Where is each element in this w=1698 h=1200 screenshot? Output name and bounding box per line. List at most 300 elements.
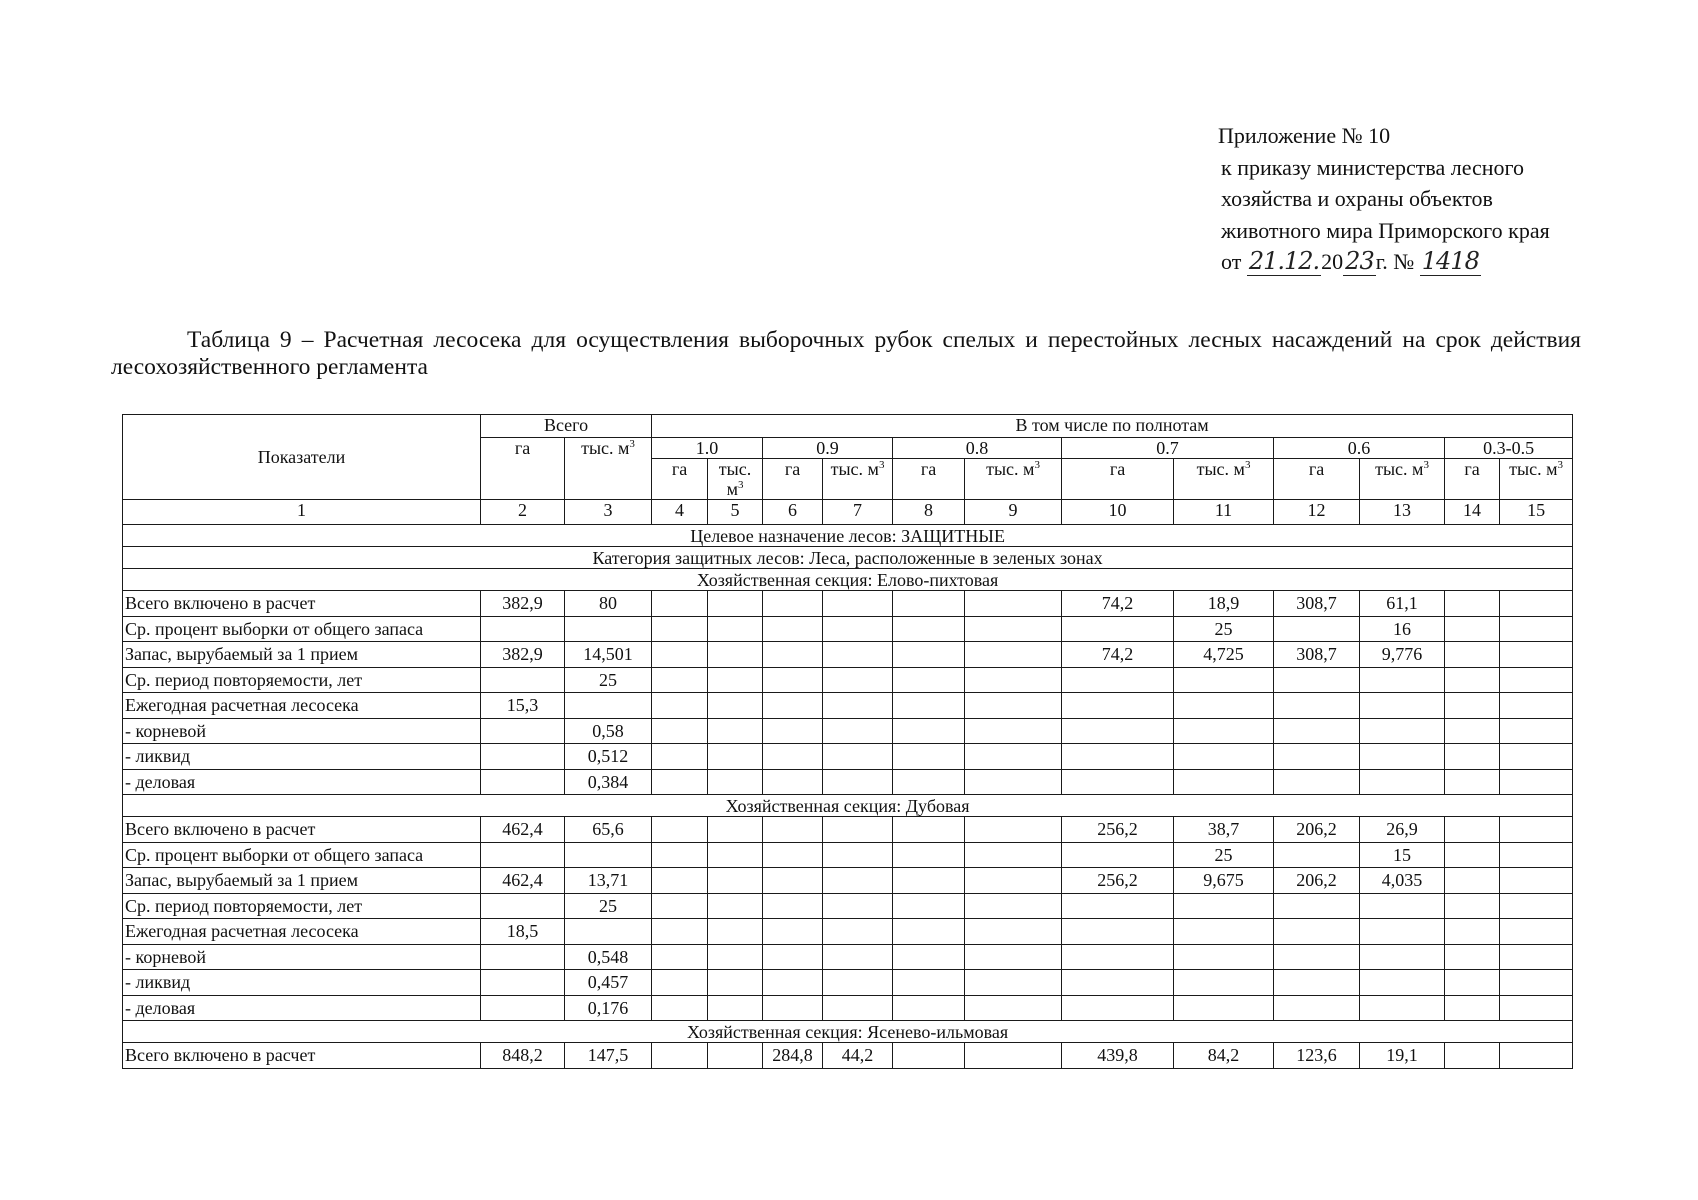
column-number: 7 <box>823 500 893 525</box>
table-cell <box>1500 616 1573 642</box>
appendix-line: к приказу министерства лесного <box>1221 154 1525 180</box>
table-cell <box>1360 970 1445 996</box>
table-cell <box>708 591 763 617</box>
table-cell <box>965 667 1062 693</box>
table-cell <box>1500 817 1573 843</box>
table-cell <box>652 642 708 668</box>
header-indicators: Показатели <box>123 415 481 500</box>
table-cell <box>481 744 565 770</box>
table-cell <box>1500 893 1573 919</box>
table-cell <box>763 616 823 642</box>
table-cell <box>1062 667 1174 693</box>
header-m3: тыс. $м^3$ <box>1500 459 1573 500</box>
harvest-table <box>122 414 1573 1069</box>
table-cell <box>652 970 708 996</box>
table-cell <box>893 667 965 693</box>
table-cell: 123,6 <box>1274 1043 1360 1069</box>
table-cell <box>652 1043 708 1069</box>
row-label: Всего включено в расчет <box>123 1043 481 1069</box>
table-cell <box>823 718 893 744</box>
table-cell <box>1500 744 1573 770</box>
table-cell <box>893 944 965 970</box>
table-cell <box>823 817 893 843</box>
table-cell <box>1500 919 1573 945</box>
header-total: Всего <box>481 415 652 438</box>
table-cell <box>1445 718 1500 744</box>
column-number: 13 <box>1360 500 1445 525</box>
table-cell <box>1274 667 1360 693</box>
table-cell <box>1360 893 1445 919</box>
table-cell: 14,501 <box>565 642 652 668</box>
table-cell <box>1274 919 1360 945</box>
table-cell <box>652 842 708 868</box>
header-m3: тыс. $м^3$ <box>565 438 652 500</box>
table-row <box>123 919 1573 945</box>
table-cell <box>481 970 565 996</box>
table-cell <box>652 718 708 744</box>
table-cell <box>1274 744 1360 770</box>
table-cell <box>1174 944 1274 970</box>
table-row <box>123 591 1573 617</box>
column-number: 2 <box>481 500 565 525</box>
table-cell <box>1360 667 1445 693</box>
table-cell <box>1174 667 1274 693</box>
table-cell <box>823 868 893 894</box>
table-cell <box>1360 995 1445 1021</box>
table-cell: 18,5 <box>481 919 565 945</box>
table-cell <box>481 995 565 1021</box>
table-row <box>123 769 1573 795</box>
table-cell <box>1174 919 1274 945</box>
table-cell <box>708 919 763 945</box>
table-cell <box>763 744 823 770</box>
header-ha: га <box>652 459 708 500</box>
table-cell: 16 <box>1360 616 1445 642</box>
table-cell <box>823 944 893 970</box>
table-cell <box>708 744 763 770</box>
table-cell <box>652 919 708 945</box>
table-cell <box>1445 868 1500 894</box>
table-cell <box>1500 970 1573 996</box>
row-label: - ликвид <box>123 744 481 770</box>
column-number: 10 <box>1062 500 1174 525</box>
column-number: 1 <box>123 500 481 525</box>
table-row <box>123 718 1573 744</box>
table-row <box>123 1043 1573 1069</box>
table-cell <box>763 718 823 744</box>
table-cell <box>893 1043 965 1069</box>
table-cell <box>1445 995 1500 1021</box>
table-cell <box>1174 693 1274 719</box>
order-number-handwritten: 1418 <box>1421 247 1479 275</box>
table-cell <box>708 769 763 795</box>
table-cell <box>708 616 763 642</box>
table-cell: 284,8 <box>763 1043 823 1069</box>
table-cell: 256,2 <box>1062 817 1174 843</box>
table-cell <box>1445 642 1500 668</box>
table-cell <box>1062 616 1174 642</box>
table-cell: 0,548 <box>565 944 652 970</box>
table-cell: 382,9 <box>481 591 565 617</box>
section-heading: Хозяйственная секция: Дубовая <box>123 795 1573 817</box>
table-cell: 0,176 <box>565 995 652 1021</box>
table-cell: 18,9 <box>1174 591 1274 617</box>
table-cell: 382,9 <box>481 642 565 668</box>
table-cell <box>1274 995 1360 1021</box>
row-label: Ср. период повторяемости, лет <box>123 893 481 919</box>
header-ha: га <box>481 438 565 500</box>
table-cell <box>652 744 708 770</box>
table-cell <box>1500 944 1573 970</box>
table-cell <box>823 591 893 617</box>
table-cell <box>823 893 893 919</box>
header-ha: га <box>893 459 965 500</box>
table-cell <box>893 693 965 719</box>
table-cell <box>965 970 1062 996</box>
table-cell: 44,2 <box>823 1043 893 1069</box>
row-label: Ср. процент выборки от общего запаса <box>123 616 481 642</box>
table-cell: 26,9 <box>1360 817 1445 843</box>
header-m3: тыс. $м^3$ <box>965 459 1062 500</box>
table-cell <box>893 616 965 642</box>
order-number-prefix: г. № <box>1375 249 1415 274</box>
table-cell <box>481 667 565 693</box>
table-cell <box>652 944 708 970</box>
table-cell <box>965 693 1062 719</box>
table-cell <box>893 817 965 843</box>
column-number: 12 <box>1274 500 1360 525</box>
table-cell <box>1062 919 1174 945</box>
header-m3: тыс. $м^3$ <box>1360 459 1445 500</box>
table-cell <box>1500 769 1573 795</box>
row-label: - ликвид <box>123 970 481 996</box>
table-cell <box>1445 842 1500 868</box>
table-cell <box>1062 718 1174 744</box>
table-cell <box>1445 769 1500 795</box>
table-cell <box>1274 970 1360 996</box>
appendix-line: Приложение № 10 <box>1218 123 1391 148</box>
column-number: 8 <box>893 500 965 525</box>
column-number: 4 <box>652 500 708 525</box>
table-cell <box>1062 944 1174 970</box>
table-cell <box>893 842 965 868</box>
table-cell <box>708 817 763 843</box>
table-cell <box>1062 893 1174 919</box>
table-cell <box>481 842 565 868</box>
header-density-0-7: 0.7 <box>1062 438 1274 459</box>
header-ha: га <box>763 459 823 500</box>
table-cell <box>652 616 708 642</box>
table-cell <box>708 667 763 693</box>
table-row <box>123 944 1573 970</box>
table-cell <box>1174 744 1274 770</box>
table-cell <box>1062 744 1174 770</box>
order-reference <box>1221 246 1638 278</box>
table-cell <box>965 868 1062 894</box>
table-cell <box>763 842 823 868</box>
table-cell <box>823 693 893 719</box>
table-cell <box>652 817 708 843</box>
table-cell: 74,2 <box>1062 591 1174 617</box>
table-cell <box>652 995 708 1021</box>
table-cell <box>1062 995 1174 1021</box>
table-cell <box>708 944 763 970</box>
table-cell <box>1500 693 1573 719</box>
table-cell: 25 <box>1174 616 1274 642</box>
table-cell <box>708 893 763 919</box>
table-cell <box>1274 842 1360 868</box>
table-cell <box>763 893 823 919</box>
table-cell: 61,1 <box>1360 591 1445 617</box>
table-cell: 84,2 <box>1174 1043 1274 1069</box>
order-year-prefix: 20 <box>1321 249 1344 274</box>
table-cell: 25 <box>565 667 652 693</box>
row-label: Ср. процент выборки от общего запаса <box>123 842 481 868</box>
table-cell: 13,71 <box>565 868 652 894</box>
table-cell <box>565 919 652 945</box>
table-cell <box>1174 718 1274 744</box>
table-cell <box>1274 769 1360 795</box>
table-cell <box>965 944 1062 970</box>
table-cell <box>1445 591 1500 617</box>
table-cell <box>763 919 823 945</box>
table-cell <box>823 616 893 642</box>
table-cell <box>1445 919 1500 945</box>
table-cell <box>708 693 763 719</box>
table-cell <box>652 868 708 894</box>
header-ha: га <box>1062 459 1174 500</box>
table-cell: 0,457 <box>565 970 652 996</box>
table-cell: 308,7 <box>1274 591 1360 617</box>
header-density-0-8: 0.8 <box>893 438 1062 459</box>
table-cell <box>893 919 965 945</box>
table-cell <box>965 817 1062 843</box>
table-cell <box>763 868 823 894</box>
header-m3: тыс. $м^3$ <box>1174 459 1274 500</box>
order-prefix: от <box>1221 249 1242 274</box>
table-cell: 462,4 <box>481 817 565 843</box>
table-cell: 15 <box>1360 842 1445 868</box>
table-cell: 0,58 <box>565 718 652 744</box>
table-cell <box>1274 718 1360 744</box>
table-cell: 74,2 <box>1062 642 1174 668</box>
table-cell <box>481 769 565 795</box>
table-cell <box>823 842 893 868</box>
table-row <box>123 970 1573 996</box>
table-cell: 4,725 <box>1174 642 1274 668</box>
table-cell <box>652 769 708 795</box>
table-cell <box>708 995 763 1021</box>
table-cell: 19,1 <box>1360 1043 1445 1069</box>
table-cell <box>965 642 1062 668</box>
table-cell <box>965 744 1062 770</box>
table-cell <box>1360 919 1445 945</box>
table-cell <box>763 995 823 1021</box>
row-label: Всего включено в расчет <box>123 591 481 617</box>
table-cell <box>1445 667 1500 693</box>
row-label: Ежегодная расчетная лесосека <box>123 693 481 719</box>
column-number: 3 <box>565 500 652 525</box>
order-date-handwritten: 21.12. <box>1248 247 1320 275</box>
table-cell: 80 <box>565 591 652 617</box>
table-cell <box>763 970 823 996</box>
table-cell: 9,675 <box>1174 868 1274 894</box>
column-number: 14 <box>1445 500 1500 525</box>
table-cell <box>965 769 1062 795</box>
table-cell <box>823 970 893 996</box>
table-cell <box>1174 769 1274 795</box>
row-label: Запас, вырубаемый за 1 прием <box>123 642 481 668</box>
table-cell <box>965 995 1062 1021</box>
table-cell <box>893 642 965 668</box>
header-by-density: В том числе по полнотам <box>652 415 1573 438</box>
table-row <box>123 817 1573 843</box>
header-density-1-0: 1.0 <box>652 438 763 459</box>
table-cell <box>763 693 823 719</box>
table-cell <box>1500 667 1573 693</box>
table-cell: 256,2 <box>1062 868 1174 894</box>
table-cell <box>565 842 652 868</box>
row-label: Всего включено в расчет <box>123 817 481 843</box>
table-cell <box>893 868 965 894</box>
table-cell <box>1445 893 1500 919</box>
column-number: 5 <box>708 500 763 525</box>
table-cell <box>1360 944 1445 970</box>
table-cell <box>823 995 893 1021</box>
header-ha: га <box>1274 459 1360 500</box>
table-cell: 4,035 <box>1360 868 1445 894</box>
section-heading: Хозяйственная секция: Ясенево-ильмовая <box>123 1021 1573 1043</box>
table-cell <box>965 893 1062 919</box>
row-label: - корневой <box>123 944 481 970</box>
table-cell <box>652 893 708 919</box>
table-cell <box>1445 744 1500 770</box>
table-cell <box>708 642 763 668</box>
table-cell <box>1360 769 1445 795</box>
table-cell: 0,512 <box>565 744 652 770</box>
table-cell <box>1360 744 1445 770</box>
table-cell: 147,5 <box>565 1043 652 1069</box>
table-cell <box>1500 718 1573 744</box>
table-cell: 0,384 <box>565 769 652 795</box>
table-cell <box>1500 995 1573 1021</box>
table-cell <box>763 642 823 668</box>
table-cell <box>481 718 565 744</box>
table-cell: 206,2 <box>1274 868 1360 894</box>
table-cell <box>1445 817 1500 843</box>
table-cell <box>1500 1043 1573 1069</box>
table-cell: 206,2 <box>1274 817 1360 843</box>
table-cell: 15,3 <box>481 693 565 719</box>
table-cell <box>1062 970 1174 996</box>
appendix-line: хозяйства и охраны объектов <box>1221 186 1493 211</box>
column-number: 11 <box>1174 500 1274 525</box>
table-cell <box>1360 693 1445 719</box>
table-cell <box>1445 970 1500 996</box>
table-cell <box>481 616 565 642</box>
header-m3: тыс. $м^3$ <box>823 459 893 500</box>
table-cell <box>565 616 652 642</box>
table-cell <box>965 1043 1062 1069</box>
table-cell <box>763 591 823 617</box>
table-cell <box>965 616 1062 642</box>
order-year-handwritten: 23 <box>1345 247 1374 275</box>
table-cell <box>652 591 708 617</box>
section-heading: Хозяйственная секция: Елово-пихтовая <box>123 569 1573 591</box>
table-cell <box>893 744 965 770</box>
table-row <box>123 642 1573 668</box>
table-cell <box>1274 616 1360 642</box>
row-label: Запас, вырубаемый за 1 прием <box>123 868 481 894</box>
table-cell <box>1500 642 1573 668</box>
table-row <box>123 693 1573 719</box>
forest-purpose-heading: Целевое назначение лесов: ЗАЩИТНЫЕ <box>123 525 1573 547</box>
table-cell <box>763 769 823 795</box>
table-cell <box>481 944 565 970</box>
table-cell <box>1500 591 1573 617</box>
table-cell: 25 <box>565 893 652 919</box>
table-cell <box>893 995 965 1021</box>
table-cell <box>823 744 893 770</box>
row-label: Ср. период повторяемости, лет <box>123 667 481 693</box>
table-cell: 65,6 <box>565 817 652 843</box>
table-cell <box>1274 893 1360 919</box>
table-cell: 439,8 <box>1062 1043 1174 1069</box>
table-cell: 308,7 <box>1274 642 1360 668</box>
table-cell <box>965 591 1062 617</box>
table-cell <box>763 667 823 693</box>
table-cell <box>565 693 652 719</box>
table-cell <box>1274 693 1360 719</box>
column-number: 6 <box>763 500 823 525</box>
table-cell <box>763 944 823 970</box>
table-cell <box>893 718 965 744</box>
table-cell <box>1445 1043 1500 1069</box>
row-label: - деловая <box>123 769 481 795</box>
row-label: Ежегодная расчетная лесосека <box>123 919 481 945</box>
table-cell <box>893 591 965 617</box>
table-cell <box>1445 693 1500 719</box>
table-title: Таблица 9 – Расчетная лесосека для осуществления выборочных рубок спелых и перестойных лесных насаждений на срок действия лесохозяйственного регламента <box>111 327 1581 380</box>
header-m3: тыс. $м^3$ <box>708 459 763 500</box>
table-cell <box>1274 944 1360 970</box>
table-row <box>123 616 1573 642</box>
table-row <box>123 842 1573 868</box>
table-row <box>123 868 1573 894</box>
table-cell <box>823 769 893 795</box>
header-density-0-6: 0.6 <box>1274 438 1445 459</box>
table-row <box>123 667 1573 693</box>
table-cell <box>481 893 565 919</box>
table-cell <box>1500 868 1573 894</box>
table-cell <box>1174 995 1274 1021</box>
table-cell <box>965 919 1062 945</box>
table-cell <box>1062 842 1174 868</box>
forest-category-heading: Категория защитных лесов: Леса, расположенные в зеленых зонах <box>123 547 1573 569</box>
table-cell <box>708 970 763 996</box>
table-cell <box>893 970 965 996</box>
table-cell <box>1500 842 1573 868</box>
table-cell <box>708 1043 763 1069</box>
table-cell <box>763 817 823 843</box>
header-density-0-9: 0.9 <box>763 438 893 459</box>
header-density-0-3-0-5: 0.3-0.5 <box>1445 438 1573 459</box>
table-cell <box>652 667 708 693</box>
table-cell: 25 <box>1174 842 1274 868</box>
table-cell <box>965 718 1062 744</box>
column-number: 9 <box>965 500 1062 525</box>
table-cell: 462,4 <box>481 868 565 894</box>
